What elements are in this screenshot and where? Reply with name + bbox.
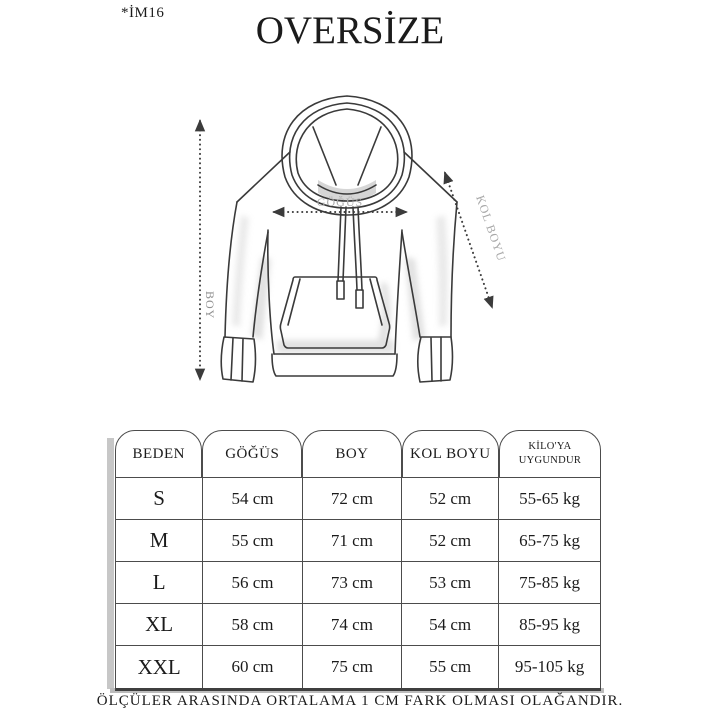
weight-cell: 85-95 kg: [499, 604, 601, 646]
chest-label: GÖĞÜS: [316, 195, 364, 209]
product-code: *İM16: [121, 5, 165, 21]
hoodie-outline: [221, 96, 457, 382]
weight-cell: 55-65 kg: [499, 478, 601, 520]
chest-cell: 54 cm: [203, 478, 302, 520]
sleeve-cell: 52 cm: [402, 478, 499, 520]
chest-cell: 58 cm: [203, 604, 302, 646]
length-cell: 74 cm: [303, 604, 402, 646]
table-row: [116, 478, 601, 520]
table-row: [116, 562, 601, 604]
sleeve-label: KOL BOYU: [473, 193, 509, 264]
table-row: [116, 604, 601, 646]
size-cell: XL: [116, 604, 203, 646]
weight-cell: 95-105 kg: [499, 646, 601, 688]
length-cell: 72 cm: [303, 478, 402, 520]
header-cell-kol-boyu: KOL BOYU: [402, 430, 499, 478]
length-cell: 71 cm: [303, 520, 402, 562]
sleeve-cell: 52 cm: [402, 520, 499, 562]
size-cell: L: [116, 562, 203, 604]
size-table-body: [115, 478, 601, 691]
header-cell-beden: BEDEN: [115, 430, 202, 478]
chest-cell: 60 cm: [203, 646, 302, 688]
header-cell-boy: BOY: [302, 430, 402, 478]
chest-cell: 55 cm: [203, 520, 302, 562]
chest-cell: 56 cm: [203, 562, 302, 604]
hoodie-measurement-diagram: [140, 85, 520, 430]
size-table: [115, 430, 601, 691]
size-cell: S: [116, 478, 203, 520]
sleeve-cell: 55 cm: [402, 646, 499, 688]
weight-cell: 65-75 kg: [499, 520, 601, 562]
weight-cell: 75-85 kg: [499, 562, 601, 604]
tolerance-note: ÖLÇÜLER ARASINDA ORTALAMA 1 CM FARK OLMASI OLAĞANDIR.: [96, 693, 624, 709]
size-cell: M: [116, 520, 203, 562]
size-cell: XXL: [116, 646, 203, 688]
size-table-header: [115, 430, 601, 478]
length-cell: 73 cm: [303, 562, 402, 604]
page-title: OVERSİZE: [255, 9, 445, 52]
table-row: [116, 646, 601, 688]
header-cell-kiloya-uygundur: KİLO'YA UYGUNDUR: [499, 430, 601, 478]
length-label: BOY: [203, 291, 217, 320]
length-cell: 75 cm: [303, 646, 402, 688]
sleeve-cell: 54 cm: [402, 604, 499, 646]
sleeve-cell: 53 cm: [402, 562, 499, 604]
table-row: [116, 520, 601, 562]
header-cell-gogus: GÖĞÜS: [202, 430, 302, 478]
table-left-shadow: [107, 438, 114, 689]
hoodie-illustration: [140, 85, 520, 430]
